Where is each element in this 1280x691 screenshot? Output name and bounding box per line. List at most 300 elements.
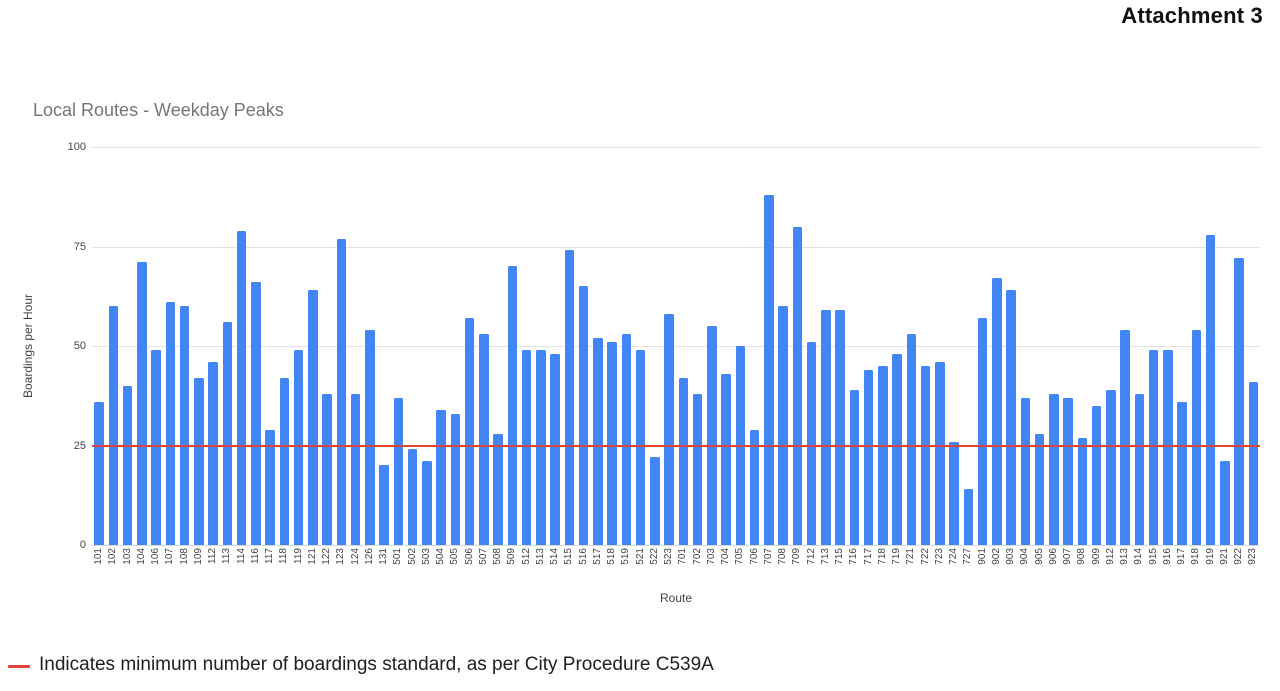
bar-route-126 xyxy=(365,330,375,545)
x-label-slot-514 xyxy=(548,548,562,580)
bar-route-907 xyxy=(1063,398,1073,545)
bar-route-515 xyxy=(565,250,575,545)
bar-slot-908 xyxy=(1075,147,1089,545)
bar-route-723 xyxy=(935,362,945,545)
legend-text: Indicates minimum number of boardings standard, as per City Procedure C539A xyxy=(39,654,714,675)
x-label-slot-703 xyxy=(705,548,719,580)
x-tick-label-515: 515 xyxy=(563,548,575,565)
bar-slot-918 xyxy=(1189,147,1203,545)
bar-slot-712 xyxy=(805,147,819,545)
x-tick-label-914: 914 xyxy=(1133,548,1145,565)
bar-slot-917 xyxy=(1175,147,1189,545)
bar-slot-708 xyxy=(776,147,790,545)
x-tick-label-122: 122 xyxy=(321,548,333,565)
x-tick-label-902: 902 xyxy=(990,548,1002,565)
bar-slot-919 xyxy=(1204,147,1218,545)
x-label-slot-904 xyxy=(1018,548,1032,580)
bar-route-507 xyxy=(479,334,489,545)
x-tick-label-509: 509 xyxy=(506,548,518,565)
minimum-standard-line-swatch xyxy=(8,665,30,668)
x-label-slot-721 xyxy=(904,548,918,580)
x-label-slot-916 xyxy=(1161,548,1175,580)
x-tick-label-923: 923 xyxy=(1247,548,1259,565)
bar-slot-912 xyxy=(1104,147,1118,545)
bar-route-719 xyxy=(892,354,902,545)
bar-route-509 xyxy=(508,266,518,545)
x-tick-label-722: 722 xyxy=(919,548,931,565)
bar-route-501 xyxy=(394,398,404,545)
x-label-slot-905 xyxy=(1033,548,1047,580)
bar-slot-718 xyxy=(876,147,890,545)
bar-route-121 xyxy=(308,290,318,545)
x-tick-label-123: 123 xyxy=(335,548,347,565)
bar-slot-716 xyxy=(847,147,861,545)
x-label-slot-112 xyxy=(206,548,220,580)
bar-slot-119 xyxy=(292,147,306,545)
bar-slot-914 xyxy=(1132,147,1146,545)
bar-slot-104 xyxy=(135,147,149,545)
x-tick-label-704: 704 xyxy=(720,548,732,565)
bar-route-113 xyxy=(223,322,233,545)
x-tick-label-712: 712 xyxy=(805,548,817,565)
bar-slot-116 xyxy=(249,147,263,545)
x-label-slot-509 xyxy=(505,548,519,580)
bar-route-917 xyxy=(1177,402,1187,545)
bar-slot-106 xyxy=(149,147,163,545)
bar-slot-506 xyxy=(463,147,477,545)
x-tick-label-705: 705 xyxy=(734,548,746,565)
x-label-slot-507 xyxy=(477,548,491,580)
bar-slot-516 xyxy=(577,147,591,545)
x-label-slot-121 xyxy=(306,548,320,580)
x-tick-label-905: 905 xyxy=(1033,548,1045,565)
bar-route-916 xyxy=(1163,350,1173,545)
bar-route-503 xyxy=(422,461,432,545)
bar-route-109 xyxy=(194,378,204,545)
x-label-slot-908 xyxy=(1075,548,1089,580)
x-tick-label-131: 131 xyxy=(378,548,390,565)
x-tick-label-709: 709 xyxy=(791,548,803,565)
x-tick-label-506: 506 xyxy=(463,548,475,565)
bar-slot-724 xyxy=(947,147,961,545)
bar-slot-707 xyxy=(762,147,776,545)
x-label-slot-521 xyxy=(634,548,648,580)
bar-slot-504 xyxy=(434,147,448,545)
bar-slot-922 xyxy=(1232,147,1246,545)
bar-slot-505 xyxy=(448,147,462,545)
x-tick-label-916: 916 xyxy=(1161,548,1173,565)
bar-route-921 xyxy=(1220,461,1230,545)
bar-route-106 xyxy=(151,350,161,545)
x-tick-label-109: 109 xyxy=(192,548,204,565)
x-tick-label-119: 119 xyxy=(292,548,304,564)
bar-slot-915 xyxy=(1147,147,1161,545)
x-tick-label-703: 703 xyxy=(705,548,717,565)
x-tick-label-504: 504 xyxy=(435,548,447,565)
bar-route-914 xyxy=(1135,394,1145,545)
bar-slot-501 xyxy=(391,147,405,545)
bar-route-103 xyxy=(123,386,133,545)
x-label-slot-709 xyxy=(790,548,804,580)
x-tick-label-114: 114 xyxy=(235,548,247,564)
x-label-slot-106 xyxy=(149,548,163,580)
x-tick-label-921: 921 xyxy=(1218,548,1230,565)
x-label-slot-914 xyxy=(1132,548,1146,580)
x-label-slot-723 xyxy=(933,548,947,580)
bar-route-923 xyxy=(1249,382,1259,545)
attachment-label: Attachment 3 xyxy=(1121,3,1263,28)
bar-slot-906 xyxy=(1047,147,1061,545)
x-tick-label-721: 721 xyxy=(905,548,917,565)
bar-route-706 xyxy=(750,430,760,545)
x-tick-label-507: 507 xyxy=(477,548,489,565)
bar-slot-118 xyxy=(277,147,291,545)
x-tick-label-717: 717 xyxy=(862,548,874,565)
x-tick-label-102: 102 xyxy=(107,548,119,565)
bar-route-722 xyxy=(921,366,931,545)
bar-route-918 xyxy=(1192,330,1202,545)
bar-slot-113 xyxy=(220,147,234,545)
bar-route-512 xyxy=(522,350,532,545)
bar-route-522 xyxy=(650,457,660,545)
bar-slot-117 xyxy=(263,147,277,545)
x-tick-label-707: 707 xyxy=(762,548,774,565)
x-tick-label-904: 904 xyxy=(1019,548,1031,565)
x-tick-label-512: 512 xyxy=(520,548,532,565)
bar-slot-122 xyxy=(320,147,334,545)
x-label-slot-123 xyxy=(334,548,348,580)
x-label-slot-918 xyxy=(1189,548,1203,580)
x-label-slot-502 xyxy=(406,548,420,580)
bar-slot-703 xyxy=(705,147,719,545)
x-tick-label-913: 913 xyxy=(1119,548,1131,565)
bar-slot-131 xyxy=(377,147,391,545)
bar-slot-123 xyxy=(334,147,348,545)
x-label-slot-103 xyxy=(121,548,135,580)
bar-route-506 xyxy=(465,318,475,545)
x-tick-label-117: 117 xyxy=(264,548,276,564)
bar-slot-512 xyxy=(520,147,534,545)
x-tick-label-107: 107 xyxy=(164,548,176,565)
bar-route-715 xyxy=(835,310,845,545)
x-label-slot-917 xyxy=(1175,548,1189,580)
x-label-slot-903 xyxy=(1004,548,1018,580)
bar-slot-706 xyxy=(748,147,762,545)
x-tick-label-908: 908 xyxy=(1076,548,1088,565)
x-tick-label-518: 518 xyxy=(606,548,618,565)
bar-slot-904 xyxy=(1018,147,1032,545)
x-tick-label-716: 716 xyxy=(848,548,860,565)
bar-route-112 xyxy=(208,362,218,545)
bar-slot-112 xyxy=(206,147,220,545)
bar-route-119 xyxy=(294,350,304,545)
bar-route-513 xyxy=(536,350,546,545)
bar-route-909 xyxy=(1092,406,1102,545)
bar-slot-907 xyxy=(1061,147,1075,545)
x-label-slot-919 xyxy=(1204,548,1218,580)
bar-route-702 xyxy=(693,394,703,545)
x-tick-label-919: 919 xyxy=(1204,548,1216,565)
x-label-slot-718 xyxy=(876,548,890,580)
bar-slot-905 xyxy=(1033,147,1047,545)
x-tick-label-508: 508 xyxy=(492,548,504,565)
x-tick-label-701: 701 xyxy=(677,548,689,565)
x-label-slot-519 xyxy=(619,548,633,580)
bar-route-902 xyxy=(992,278,1002,545)
x-label-slot-708 xyxy=(776,548,790,580)
x-tick-label-517: 517 xyxy=(591,548,603,565)
bar-route-915 xyxy=(1149,350,1159,545)
bar-slot-515 xyxy=(562,147,576,545)
bar-slot-121 xyxy=(306,147,320,545)
x-tick-label-917: 917 xyxy=(1176,548,1188,565)
x-label-slot-117 xyxy=(263,548,277,580)
bar-slot-507 xyxy=(477,147,491,545)
x-label-slot-119 xyxy=(292,548,306,580)
x-label-slot-727 xyxy=(961,548,975,580)
x-label-slot-706 xyxy=(748,548,762,580)
x-label-slot-913 xyxy=(1118,548,1132,580)
bar-slot-713 xyxy=(819,147,833,545)
bar-route-104 xyxy=(137,262,147,545)
x-label-slot-705 xyxy=(733,548,747,580)
x-label-slot-704 xyxy=(719,548,733,580)
x-tick-label-706: 706 xyxy=(748,548,760,565)
bar-route-116 xyxy=(251,282,261,545)
bar-slot-518 xyxy=(605,147,619,545)
x-label-slot-512 xyxy=(520,548,534,580)
x-label-slot-505 xyxy=(448,548,462,580)
x-label-slot-124 xyxy=(349,548,363,580)
bar-route-505 xyxy=(451,414,461,545)
x-tick-label-519: 519 xyxy=(620,548,632,565)
x-tick-label-521: 521 xyxy=(634,548,646,565)
x-tick-label-106: 106 xyxy=(150,548,162,565)
bar-slot-521 xyxy=(634,147,648,545)
x-label-slot-516 xyxy=(577,548,591,580)
x-tick-label-108: 108 xyxy=(178,548,190,565)
x-tick-label-126: 126 xyxy=(363,548,375,565)
bar-route-908 xyxy=(1078,438,1088,545)
x-label-slot-702 xyxy=(691,548,705,580)
bar-slot-513 xyxy=(534,147,548,545)
x-axis-labels xyxy=(92,548,1260,580)
bar-slot-519 xyxy=(619,147,633,545)
x-label-slot-118 xyxy=(277,548,291,580)
x-label-slot-101 xyxy=(92,548,106,580)
x-tick-label-118: 118 xyxy=(278,548,290,564)
bar-route-721 xyxy=(907,334,917,545)
x-tick-label-514: 514 xyxy=(549,548,561,565)
x-label-slot-921 xyxy=(1218,548,1232,580)
bar-slot-719 xyxy=(890,147,904,545)
x-tick-label-909: 909 xyxy=(1090,548,1102,565)
bar-slot-727 xyxy=(961,147,975,545)
x-tick-label-103: 103 xyxy=(121,548,133,565)
x-tick-label-901: 901 xyxy=(976,548,988,565)
x-label-slot-104 xyxy=(135,548,149,580)
bar-route-517 xyxy=(593,338,603,545)
x-tick-label-915: 915 xyxy=(1147,548,1159,565)
bar-slot-717 xyxy=(862,147,876,545)
bar-slot-517 xyxy=(591,147,605,545)
x-label-slot-724 xyxy=(947,548,961,580)
x-tick-label-702: 702 xyxy=(691,548,703,565)
x-tick-label-503: 503 xyxy=(420,548,432,565)
bar-slot-107 xyxy=(163,147,177,545)
bar-slot-913 xyxy=(1118,147,1132,545)
minimum-standard-line xyxy=(92,445,1260,447)
bar-route-906 xyxy=(1049,394,1059,545)
bar-slot-923 xyxy=(1246,147,1260,545)
x-label-slot-912 xyxy=(1104,548,1118,580)
bar-slot-102 xyxy=(106,147,120,545)
x-label-slot-506 xyxy=(463,548,477,580)
x-tick-label-912: 912 xyxy=(1104,548,1116,565)
x-tick-label-101: 101 xyxy=(93,548,105,565)
y-tick-label-25: 25 xyxy=(73,439,86,452)
bar-route-131 xyxy=(379,465,389,545)
bar-route-516 xyxy=(579,286,589,545)
x-tick-label-715: 715 xyxy=(834,548,846,565)
x-label-slot-722 xyxy=(919,548,933,580)
bar-slot-705 xyxy=(733,147,747,545)
bar-route-724 xyxy=(949,442,959,545)
x-tick-label-112: 112 xyxy=(207,548,219,564)
x-label-slot-715 xyxy=(833,548,847,580)
bar-slot-502 xyxy=(406,147,420,545)
y-tick-label-75: 75 xyxy=(73,240,86,253)
bar-slot-509 xyxy=(505,147,519,545)
legend xyxy=(8,654,714,676)
x-label-slot-108 xyxy=(178,548,192,580)
bar-route-717 xyxy=(864,370,874,545)
bar-route-124 xyxy=(351,394,361,545)
chart-title: Local Routes - Weekday Peaks xyxy=(33,100,284,120)
bar-slot-109 xyxy=(192,147,206,545)
x-label-slot-114 xyxy=(235,548,249,580)
y-tick-label-50: 50 xyxy=(73,340,86,352)
x-label-slot-109 xyxy=(192,548,206,580)
bar-route-107 xyxy=(166,302,176,545)
x-label-slot-517 xyxy=(591,548,605,580)
x-label-slot-716 xyxy=(847,548,861,580)
x-tick-label-907: 907 xyxy=(1062,548,1074,565)
bar-route-122 xyxy=(322,394,332,545)
bar-slot-916 xyxy=(1161,147,1175,545)
x-tick-label-906: 906 xyxy=(1047,548,1059,565)
x-tick-label-522: 522 xyxy=(648,548,660,565)
x-tick-label-516: 516 xyxy=(577,548,589,565)
bar-slot-101 xyxy=(92,147,106,545)
x-label-slot-131 xyxy=(377,548,391,580)
x-label-slot-713 xyxy=(819,548,833,580)
bar-route-919 xyxy=(1206,235,1216,545)
x-tick-label-719: 719 xyxy=(891,548,903,565)
bar-slot-514 xyxy=(548,147,562,545)
bar-slot-508 xyxy=(491,147,505,545)
x-tick-label-505: 505 xyxy=(449,548,461,565)
bar-route-709 xyxy=(793,227,803,545)
bar-route-707 xyxy=(764,195,774,545)
x-label-slot-923 xyxy=(1246,548,1260,580)
bar-route-716 xyxy=(850,390,860,545)
x-tick-label-718: 718 xyxy=(876,548,888,565)
x-label-slot-902 xyxy=(990,548,1004,580)
x-label-slot-501 xyxy=(391,548,405,580)
y-tick-label-100: 100 xyxy=(67,141,86,153)
bar-route-123 xyxy=(337,239,347,545)
bar-route-901 xyxy=(978,318,988,545)
x-tick-label-922: 922 xyxy=(1233,548,1245,565)
x-tick-label-708: 708 xyxy=(777,548,789,565)
bar-slot-702 xyxy=(691,147,705,545)
bar-route-703 xyxy=(707,326,717,545)
x-label-slot-922 xyxy=(1232,548,1246,580)
x-label-slot-102 xyxy=(106,548,120,580)
bar-route-903 xyxy=(1006,290,1016,545)
x-label-slot-523 xyxy=(662,548,676,580)
bar-route-508 xyxy=(493,434,503,545)
bar-slot-523 xyxy=(662,147,676,545)
bar-slot-902 xyxy=(990,147,1004,545)
x-tick-label-727: 727 xyxy=(962,548,974,565)
bar-route-701 xyxy=(679,378,689,545)
x-label-slot-508 xyxy=(491,548,505,580)
x-label-slot-909 xyxy=(1090,548,1104,580)
bar-route-117 xyxy=(265,430,275,545)
x-label-slot-707 xyxy=(762,548,776,580)
bar-slot-114 xyxy=(235,147,249,545)
x-tick-label-113: 113 xyxy=(221,548,233,564)
x-tick-label-723: 723 xyxy=(933,548,945,565)
x-tick-label-724: 724 xyxy=(948,548,960,565)
x-label-slot-712 xyxy=(805,548,819,580)
x-label-slot-719 xyxy=(890,548,904,580)
x-label-slot-907 xyxy=(1061,548,1075,580)
bar-route-727 xyxy=(964,489,974,545)
bar-route-101 xyxy=(94,402,104,545)
x-tick-label-116: 116 xyxy=(249,548,261,564)
x-tick-label-903: 903 xyxy=(1005,548,1017,565)
bar-route-521 xyxy=(636,350,646,545)
x-tick-label-104: 104 xyxy=(135,548,147,565)
x-label-slot-503 xyxy=(420,548,434,580)
x-tick-label-513: 513 xyxy=(534,548,546,565)
bar-route-114 xyxy=(237,231,247,545)
bar-slot-709 xyxy=(790,147,804,545)
bar-route-102 xyxy=(109,306,119,545)
x-axis-title: Route xyxy=(659,591,693,605)
bar-slot-124 xyxy=(349,147,363,545)
bar-slot-723 xyxy=(933,147,947,545)
bar-slot-903 xyxy=(1004,147,1018,545)
bar-slot-921 xyxy=(1218,147,1232,545)
plot-area xyxy=(92,147,1260,546)
x-label-slot-513 xyxy=(534,548,548,580)
bar-route-922 xyxy=(1234,258,1244,545)
x-label-slot-116 xyxy=(249,548,263,580)
x-tick-label-523: 523 xyxy=(663,548,675,565)
x-label-slot-515 xyxy=(562,548,576,580)
x-tick-label-501: 501 xyxy=(392,548,404,565)
x-label-slot-107 xyxy=(163,548,177,580)
bar-route-519 xyxy=(622,334,632,545)
y-tick-label-0: 0 xyxy=(79,539,86,551)
bar-route-708 xyxy=(778,306,788,545)
bar-slot-722 xyxy=(919,147,933,545)
bar-route-713 xyxy=(821,310,831,545)
